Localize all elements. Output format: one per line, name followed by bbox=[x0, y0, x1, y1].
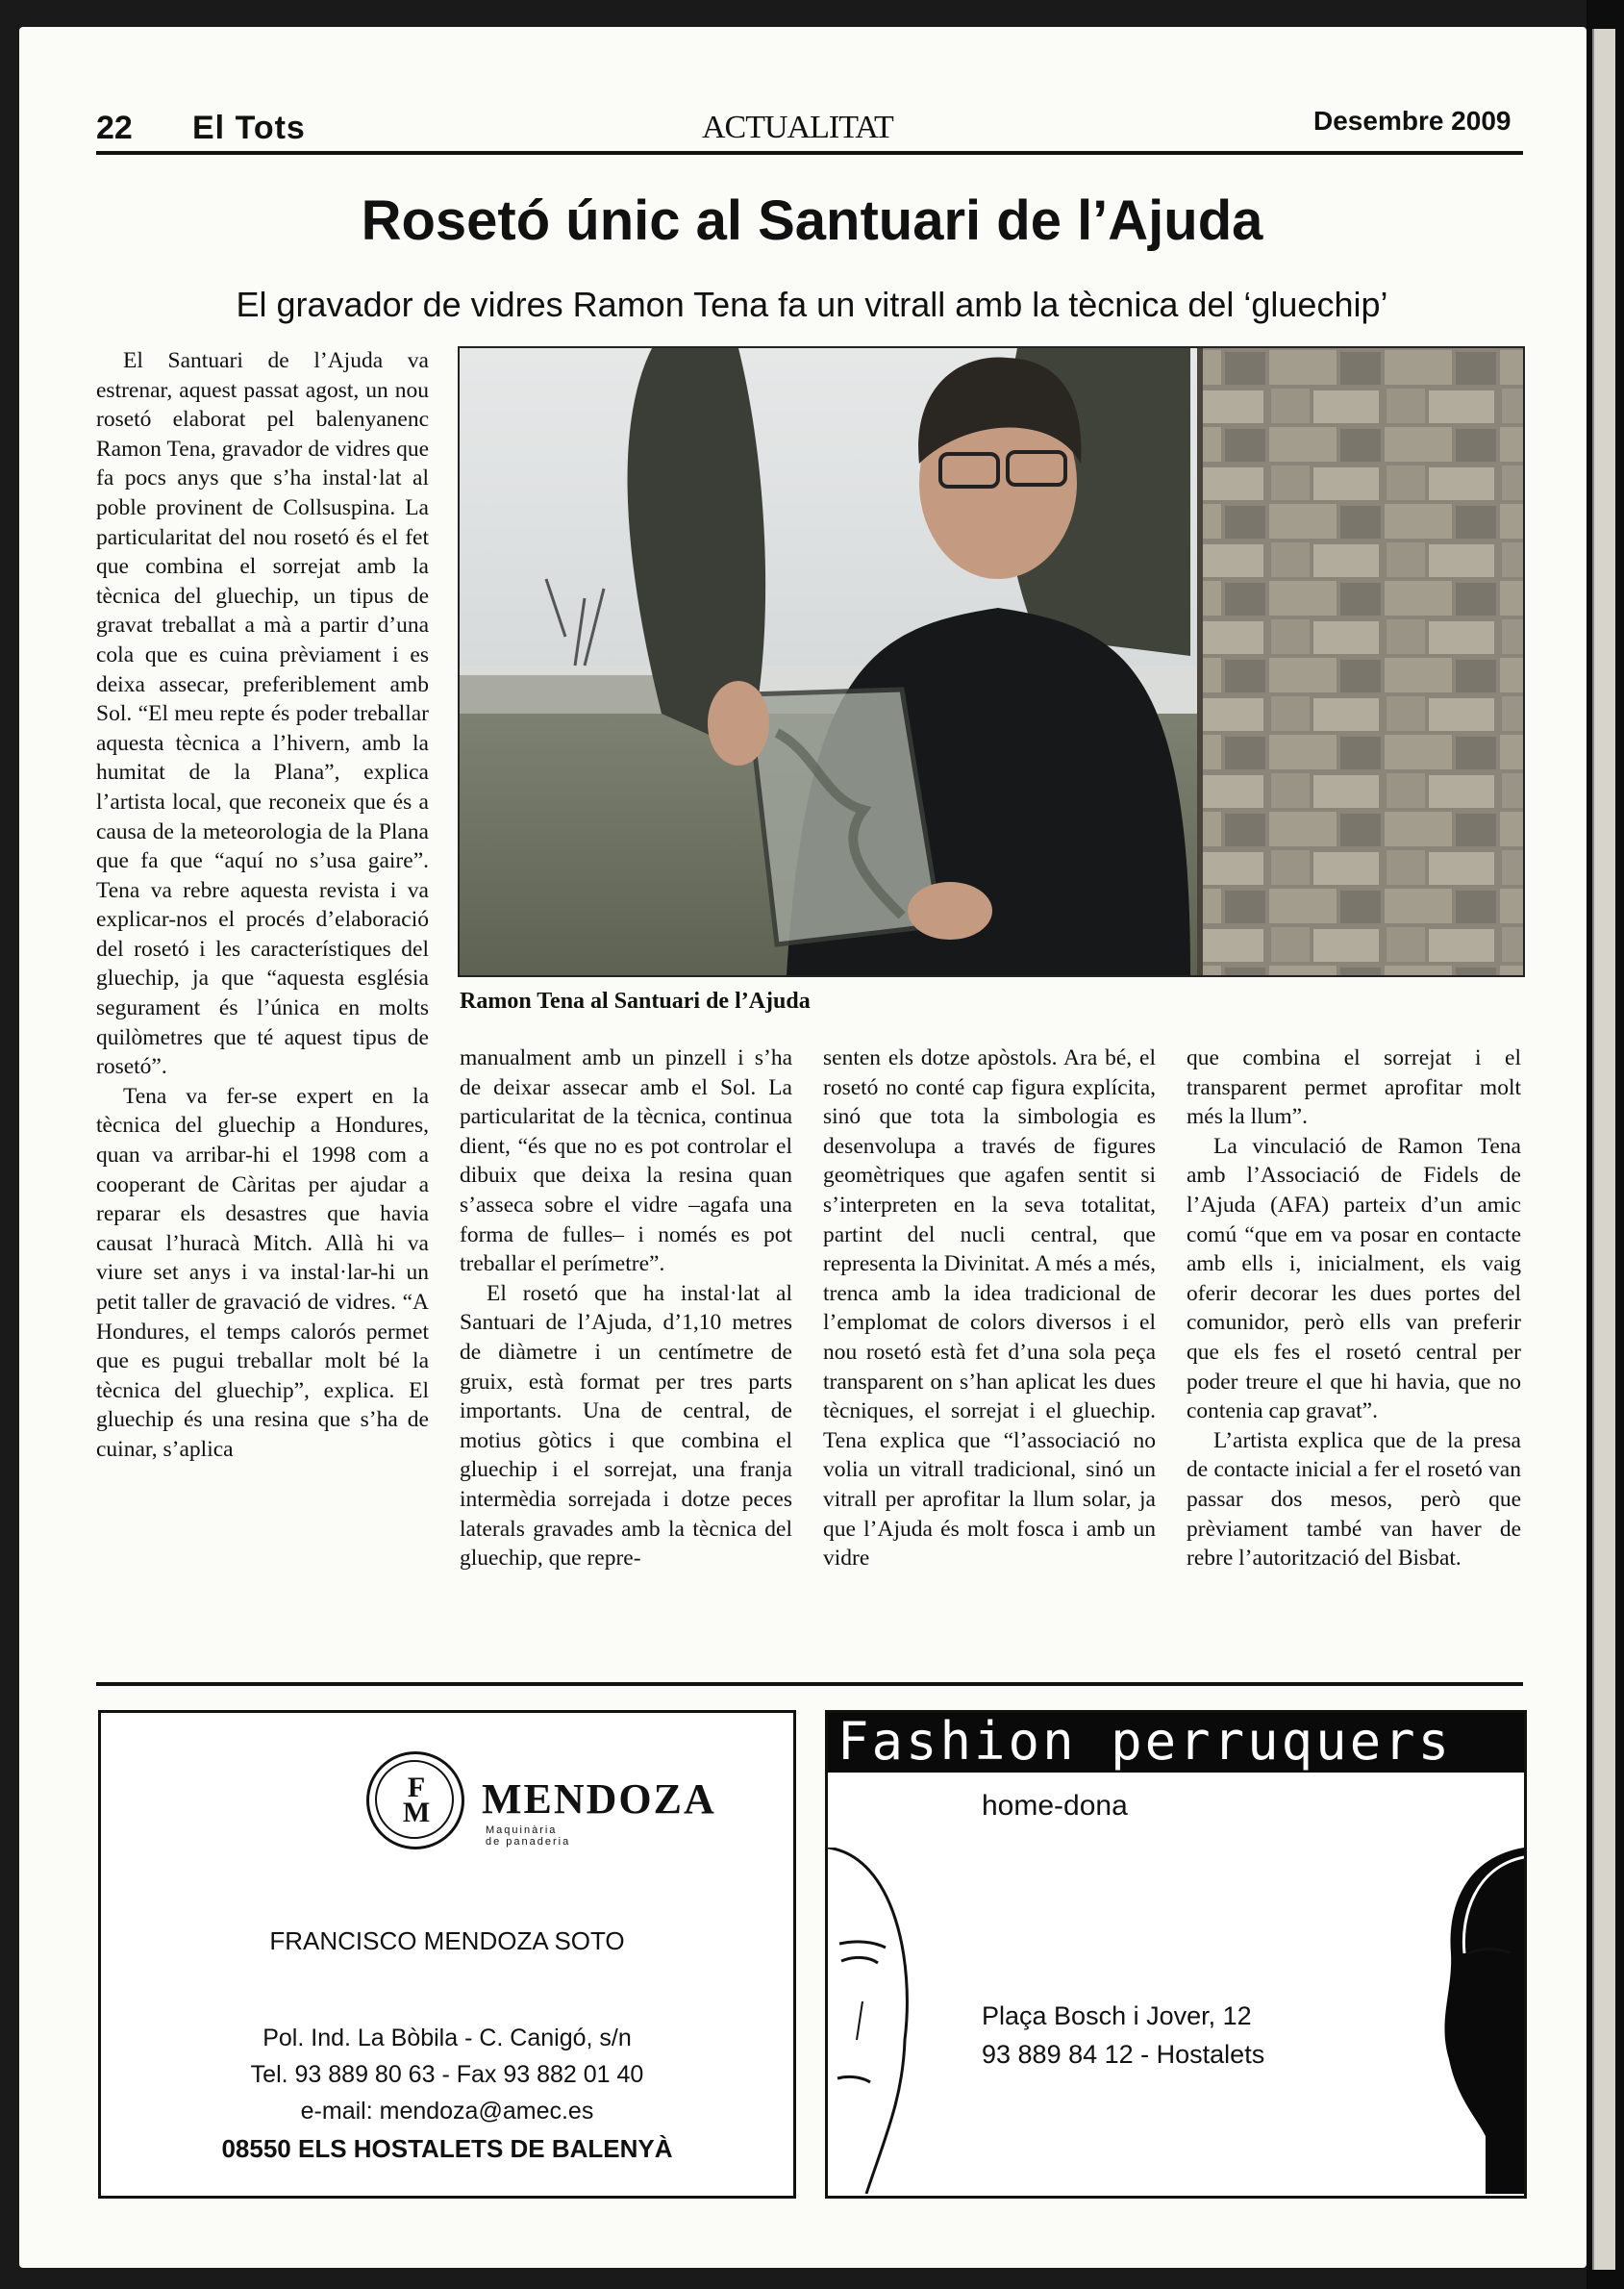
paragraph: El rosetó que ha instal·lat al Santuari de l’Ajuda, d’1,10 metres de diàmetre i un centímetre de gruix, està format per tres parts importants. Una de central, de motius gòtics i que combina el gluechip i el sorrejat, una franja intermèdia sorrejada i dotze peces laterals gravades amb la tècnica del gluechip, que repre- bbox=[460, 1280, 792, 1572]
article-photo bbox=[458, 346, 1525, 977]
page-number: 22 bbox=[96, 110, 133, 146]
section-name: ACTUALITAT bbox=[702, 110, 893, 145]
mendoza-city: 08550 ELS HOSTALETS DE BALENYÀ bbox=[221, 2134, 673, 2163]
paragraph: El Santuari de l’Ajuda va estrenar, aquest passat agost, un nou rosetó elaborat pel balenyanenc Ramon Tena, gravador de vidres que fa pocs anys que s’ha instal·lat al poble provinent de Collsuspina. La particularitat del nou rosetó és el fet que combina el sorrejat amb la tècnica del gluechip, un tipus de gravat treballat a mà a partir d’una cola que es cuina prèviament i es deixa assecar, preferiblement amb Sol. “El meu repte és poder treballar aquesta tècnica a l’hivern, amb la humitat de la Plana”, explica l’artista local, que reconeix que és a causa de la meteorologia de la Plana que fa que “aquí no s’usa gaire”. Tena va rebre aquesta revista i va explicar-nos el procés d’elaboració del rosetó i les característiques del gluechip, ja que “aquesta església segurament és l’única en molts quilòmetres que té aquest tipus de rosetó”. bbox=[96, 348, 429, 1080]
ads-divider-rule bbox=[96, 1682, 1523, 1686]
fashion-address: Plaça Bosch i Jover, 12 bbox=[982, 2001, 1252, 2030]
fashion-banner bbox=[828, 1713, 1524, 1773]
tagline-line-1: Maquinària bbox=[486, 1824, 558, 1836]
paragraph: L’artista explica que de la presa de contacte inicial a fer el rosetó van passar dos mesos, però que prèviament també van haver de rebre l’autorització del Bisbat. bbox=[1187, 1427, 1521, 1572]
article-column-1 bbox=[96, 346, 429, 1465]
face-illustration-left bbox=[828, 1848, 934, 2194]
article-subtitle: El gravador de vidres Ramon Tena fa un vitrall amb la tècnica del ‘gluechip’ bbox=[236, 285, 1388, 324]
article-column-2 bbox=[460, 1044, 792, 1573]
mendoza-email: e-mail: mendoza@amec.es bbox=[300, 2098, 594, 2125]
article-column-3 bbox=[823, 1044, 1156, 1573]
binding-edge bbox=[1587, 0, 1624, 2289]
page-edge-strip bbox=[1592, 29, 1615, 2270]
mendoza-phones: Tel. 93 889 80 63 - Fax 93 882 01 40 bbox=[250, 2061, 644, 2088]
mendoza-brand: MENDOZA bbox=[482, 1775, 716, 1823]
paragraph: que combina el sorrejat i el transparent permet aprofitar molt més la llum”. bbox=[1187, 1045, 1521, 1130]
issue-date: Desembre 2009 bbox=[1313, 106, 1512, 136]
mendoza-tagline bbox=[486, 1824, 570, 1848]
publication-name: El Tots bbox=[192, 110, 306, 146]
fashion-name: Fashion perruquers bbox=[837, 1711, 1453, 1772]
paragraph: La vinculació de Ramon Tena amb l’Associació de Fidels de l’Ajuda (AFA) parteix d’un amic comú “que em va posar en contacte amb ells i, inicialment, els vaig oferir decorar les dues portes del comunidor, però ells van preferir que els fes el rosetó central per poder treure el que hi havia, que no contenia cap gravat”. bbox=[1187, 1133, 1521, 1424]
photo-caption: Ramon Tena al Santuari de l’Ajuda bbox=[460, 989, 811, 1014]
article-title: Rosetó únic al Santuari de l’Ajuda bbox=[361, 189, 1263, 252]
paragraph: manualment amb un pinzell i s’ha de deixar assecar amb el Sol. La particularitat de la tècnica, continua dient, “és que no es pot controlar el dibuix que deixa la resina quan s’asseca sobre el vidre –agafa una forma de fulles– i només es pot treballar el perímetre”. bbox=[460, 1045, 792, 1277]
paragraph: senten els dotze apòstols. Ara bé, el rosetó no conté cap figura explícita, sinó que tota la simbologia es desenvolupa a través de figures geomètriques que agafen sentit si s’interpreten en la seva totalitat, partint del nucli central, que representa la Divinitat. A més a més, trenca amb la idea tradicional de l’emplomat de colors diversos i el nou rosetó està fet d’una sola peça transparent on s’han aplicat les dues tècniques, el sorrejat i el gluechip. Tena explica que “l’associació no volia un vitrall tradicional, sinó un vitrall per aprofitar la llum solar, ja que l’Ajuda és molt fosca i amb un vidre bbox=[823, 1045, 1156, 1572]
mendoza-advert bbox=[98, 1710, 796, 2199]
fashion-perruquers-advert bbox=[825, 1710, 1527, 2199]
fashion-tagline: home-dona bbox=[982, 1790, 1128, 1822]
header-rule bbox=[96, 151, 1523, 155]
article-column-4 bbox=[1187, 1044, 1521, 1573]
face-illustration-right bbox=[1418, 1848, 1524, 2194]
photo-ramon-tena-holding-glass bbox=[460, 348, 1523, 975]
paragraph: Tena va fer-se expert en la tècnica del gluechip a Hondures, quan va arribar-hi el 1998 com a cooperant de Càritas per ajudar a reparar els desastres que havia causat l’huracà Mitch. Allà hi va viure set anys i va instal·lar-hi un petit taller de gravació de vidres. “A Hondures, el temps calorós permet que es pugui treballar molt bé la tècnica del gluechip”, explica. El gluechip és una resina que s’ha de cuinar, s’aplica bbox=[96, 1083, 429, 1462]
mendoza-logo-letters: FM bbox=[402, 1772, 429, 1828]
mendoza-logo-seal bbox=[366, 1751, 464, 1849]
mendoza-address: Pol. Ind. La Bòbila - C. Canigó, s/n bbox=[262, 2025, 632, 2051]
fashion-phone-city: 93 889 84 12 - Hostalets bbox=[982, 2040, 1265, 2069]
mendoza-owner: FRANCISCO MENDOZA SOTO bbox=[269, 1926, 625, 1955]
tagline-line-2: de panaderia bbox=[486, 1836, 571, 1848]
